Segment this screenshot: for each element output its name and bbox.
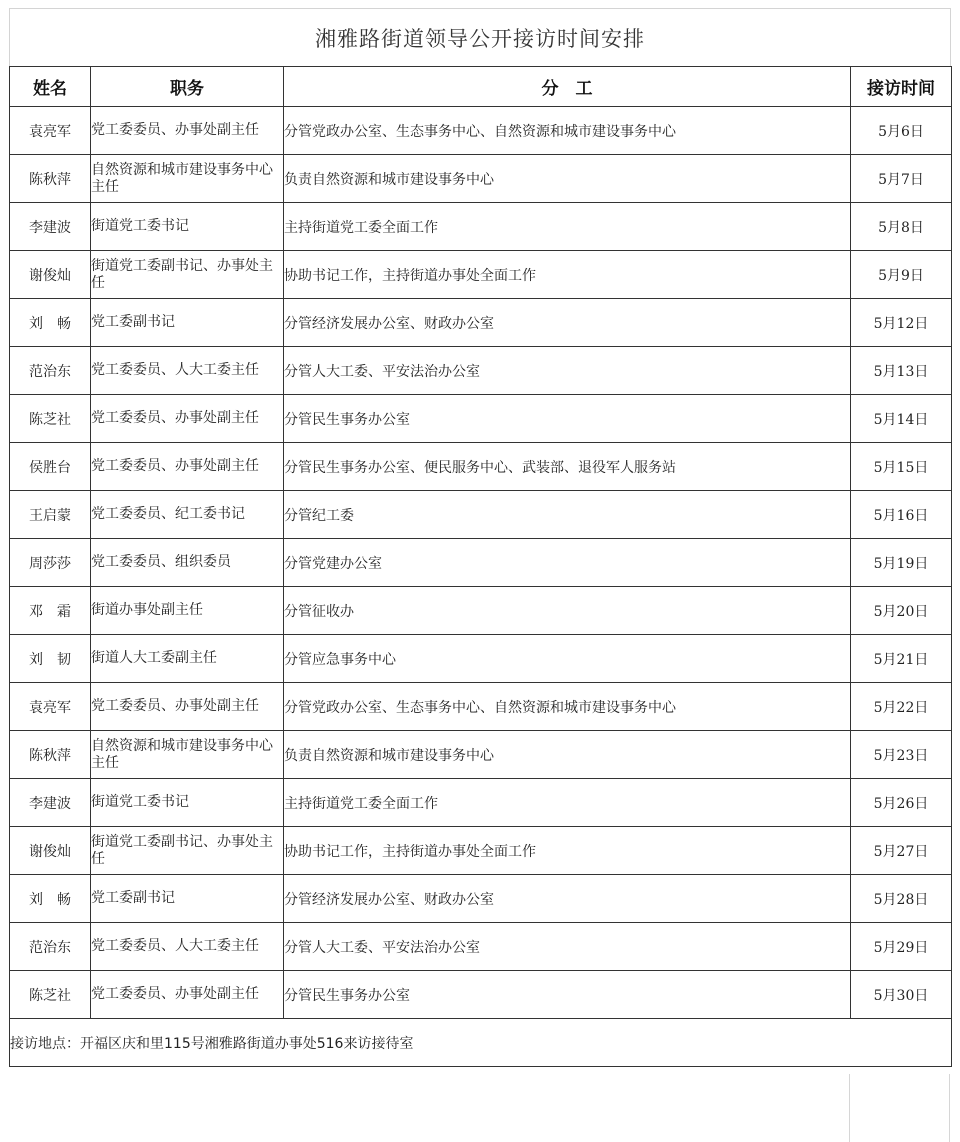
cell-date: 5月22日 bbox=[851, 683, 952, 731]
cell-position: 党工委委员、办事处副主任 bbox=[91, 971, 284, 1019]
cell-position: 党工委副书记 bbox=[91, 299, 284, 347]
cell-duty: 负责自然资源和城市建设事务中心 bbox=[284, 731, 851, 779]
grid-line bbox=[849, 1074, 850, 1142]
cell-position: 街道党工委副书记、办事处主任 bbox=[91, 827, 284, 875]
visit-location: 接访地点：开福区庆和里115号湘雅路街道办事处516来访接待室 bbox=[10, 1019, 952, 1067]
cell-name: 侯胜台 bbox=[10, 443, 91, 491]
cell-name: 袁亮军 bbox=[10, 683, 91, 731]
table-row bbox=[10, 107, 952, 155]
cell-duty: 分管党政办公室、生态事务中心、自然资源和城市建设事务中心 bbox=[284, 107, 851, 155]
cell-name: 刘 韧 bbox=[10, 635, 91, 683]
table-row bbox=[10, 923, 952, 971]
table-row bbox=[10, 683, 952, 731]
cell-position: 党工委委员、人大工委主任 bbox=[91, 923, 284, 971]
cell-duty: 分管民生事务办公室 bbox=[284, 971, 851, 1019]
cell-duty: 协助书记工作，主持街道办事处全面工作 bbox=[284, 827, 851, 875]
table-row bbox=[10, 491, 952, 539]
cell-date: 5月27日 bbox=[851, 827, 952, 875]
cell-date: 5月9日 bbox=[851, 251, 952, 299]
cell-date: 5月30日 bbox=[851, 971, 952, 1019]
table-row bbox=[10, 635, 952, 683]
table-row bbox=[10, 779, 952, 827]
table-row bbox=[10, 203, 952, 251]
cell-date: 5月19日 bbox=[851, 539, 952, 587]
cell-name: 陈芝社 bbox=[10, 971, 91, 1019]
header-duty: 分 工 bbox=[284, 67, 851, 107]
cell-name: 周莎莎 bbox=[10, 539, 91, 587]
cell-duty: 分管党建办公室 bbox=[284, 539, 851, 587]
cell-position: 街道党工委副书记、办事处主任 bbox=[91, 251, 284, 299]
cell-date: 5月16日 bbox=[851, 491, 952, 539]
header-name: 姓名 bbox=[10, 67, 91, 107]
cell-position: 党工委副书记 bbox=[91, 875, 284, 923]
table-row bbox=[10, 539, 952, 587]
cell-name: 陈秋萍 bbox=[10, 155, 91, 203]
cell-duty: 协助书记工作，主持街道办事处全面工作 bbox=[284, 251, 851, 299]
cell-date: 5月29日 bbox=[851, 923, 952, 971]
cell-duty: 分管民生事务办公室 bbox=[284, 395, 851, 443]
table-row bbox=[10, 971, 952, 1019]
page-title: 湘雅路街道领导公开接访时间安排 bbox=[315, 27, 645, 51]
table-row bbox=[10, 827, 952, 875]
cell-name: 李建波 bbox=[10, 779, 91, 827]
cell-position: 党工委委员、办事处副主任 bbox=[91, 683, 284, 731]
table-body bbox=[10, 107, 952, 1019]
table-row bbox=[10, 251, 952, 299]
cell-name: 刘 畅 bbox=[10, 875, 91, 923]
table-row bbox=[10, 587, 952, 635]
cell-date: 5月13日 bbox=[851, 347, 952, 395]
cell-date: 5月26日 bbox=[851, 779, 952, 827]
table-row bbox=[10, 731, 952, 779]
header-date: 接访时间 bbox=[851, 67, 952, 107]
cell-date: 5月28日 bbox=[851, 875, 952, 923]
cell-position: 党工委委员、组织委员 bbox=[91, 539, 284, 587]
cell-name: 谢俊灿 bbox=[10, 827, 91, 875]
cell-duty: 分管经济发展办公室、财政办公室 bbox=[284, 299, 851, 347]
footer-row bbox=[10, 1019, 952, 1067]
cell-position: 党工委委员、人大工委主任 bbox=[91, 347, 284, 395]
cell-duty: 主持街道党工委全面工作 bbox=[284, 779, 851, 827]
schedule-sheet bbox=[9, 8, 951, 1142]
cell-position: 街道办事处副主任 bbox=[91, 587, 284, 635]
cell-name: 刘 畅 bbox=[10, 299, 91, 347]
table-row bbox=[10, 299, 952, 347]
cell-duty: 负责自然资源和城市建设事务中心 bbox=[284, 155, 851, 203]
cell-date: 5月20日 bbox=[851, 587, 952, 635]
cell-name: 袁亮军 bbox=[10, 107, 91, 155]
table-row bbox=[10, 875, 952, 923]
cell-position: 党工委委员、纪工委书记 bbox=[91, 491, 284, 539]
table-header-row bbox=[10, 67, 952, 107]
table-row bbox=[10, 443, 952, 491]
cell-name: 李建波 bbox=[10, 203, 91, 251]
cell-duty: 分管民生事务办公室、便民服务中心、武装部、退役军人服务站 bbox=[284, 443, 851, 491]
table-row bbox=[10, 155, 952, 203]
grid-line bbox=[949, 1074, 950, 1142]
cell-duty: 分管经济发展办公室、财政办公室 bbox=[284, 875, 851, 923]
cell-name: 王启蒙 bbox=[10, 491, 91, 539]
cell-date: 5月12日 bbox=[851, 299, 952, 347]
cell-name: 谢俊灿 bbox=[10, 251, 91, 299]
cell-date: 5月21日 bbox=[851, 635, 952, 683]
cell-duty: 分管纪工委 bbox=[284, 491, 851, 539]
cell-position: 党工委委员、办事处副主任 bbox=[91, 443, 284, 491]
cell-date: 5月8日 bbox=[851, 203, 952, 251]
cell-date: 5月23日 bbox=[851, 731, 952, 779]
cell-position: 街道党工委书记 bbox=[91, 779, 284, 827]
cell-name: 陈芝社 bbox=[10, 395, 91, 443]
cell-date: 5月7日 bbox=[851, 155, 952, 203]
schedule-table bbox=[9, 66, 952, 1067]
table-row bbox=[10, 347, 952, 395]
cell-date: 5月15日 bbox=[851, 443, 952, 491]
cell-name: 陈秋萍 bbox=[10, 731, 91, 779]
title-bar bbox=[9, 8, 951, 67]
cell-duty: 分管征收办 bbox=[284, 587, 851, 635]
cell-position: 自然资源和城市建设事务中心主任 bbox=[91, 155, 284, 203]
cell-date: 5月14日 bbox=[851, 395, 952, 443]
cell-name: 范治东 bbox=[10, 347, 91, 395]
cell-duty: 主持街道党工委全面工作 bbox=[284, 203, 851, 251]
cell-position: 党工委委员、办事处副主任 bbox=[91, 395, 284, 443]
cell-position: 街道人大工委副主任 bbox=[91, 635, 284, 683]
cell-position: 街道党工委书记 bbox=[91, 203, 284, 251]
cell-duty: 分管应急事务中心 bbox=[284, 635, 851, 683]
cell-duty: 分管人大工委、平安法治办公室 bbox=[284, 923, 851, 971]
cell-name: 范治东 bbox=[10, 923, 91, 971]
cell-duty: 分管党政办公室、生态事务中心、自然资源和城市建设事务中心 bbox=[284, 683, 851, 731]
cell-duty: 分管人大工委、平安法治办公室 bbox=[284, 347, 851, 395]
header-position: 职务 bbox=[91, 67, 284, 107]
cell-name: 邓 霜 bbox=[10, 587, 91, 635]
cell-position: 自然资源和城市建设事务中心主任 bbox=[91, 731, 284, 779]
cell-position: 党工委委员、办事处副主任 bbox=[91, 107, 284, 155]
cell-date: 5月6日 bbox=[851, 107, 952, 155]
table-row bbox=[10, 395, 952, 443]
